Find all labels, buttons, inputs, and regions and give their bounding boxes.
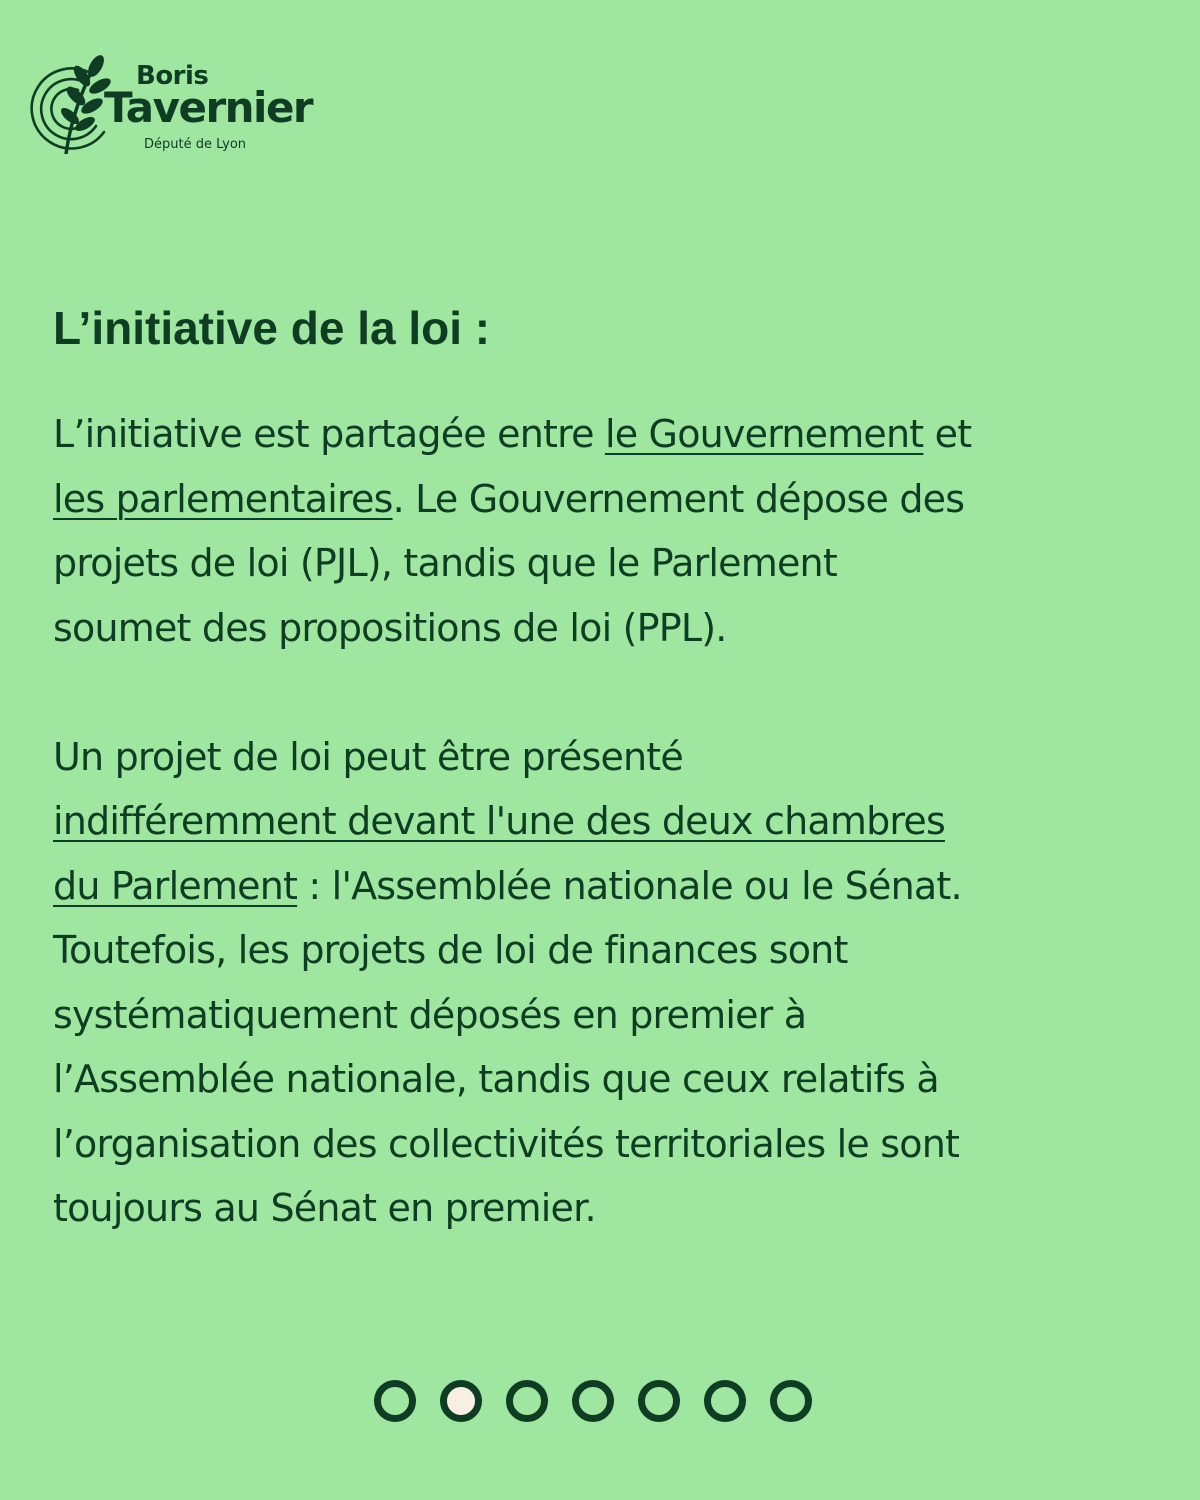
underlined-term-parlementaires: les parlementaires <box>53 476 393 521</box>
text-line: systématiquement déposés en premier à <box>53 992 807 1037</box>
pagination-dots <box>374 1380 812 1424</box>
body-text <box>53 402 1173 1241</box>
underlined-term-gouvernement: le Gouvernement <box>604 412 924 456</box>
text-line: l’Assemblée nationale, tandis que ceux relatifs à <box>53 1057 939 1101</box>
text-line: Toutefois, les projets de loi de finances sont <box>53 928 848 972</box>
text-fragment: et <box>923 412 972 456</box>
pagination-dot-active[interactable] <box>440 1380 482 1422</box>
pagination-dot[interactable] <box>770 1380 812 1422</box>
text-line: l’organisation des collectivités territoriales le sont <box>53 1121 960 1166</box>
text-line <box>53 854 1173 919</box>
brand-subtitle: Député de Lyon <box>144 137 247 152</box>
text-fragment: : l'Assemblée nationale ou le Sénat. <box>297 863 962 908</box>
text-line: toujours au Sénat en premier. <box>53 1186 596 1230</box>
pagination-dot[interactable] <box>704 1380 746 1422</box>
brand-logo <box>30 50 360 160</box>
underlined-term-chambres: indifféremment devant l'une des deux chambres <box>53 799 945 843</box>
brand-last-name: Tavernier <box>104 83 313 132</box>
brand-first-name: Boris <box>136 61 209 91</box>
pagination-dot[interactable] <box>374 1380 416 1422</box>
text-fragment: L’initiative est partagée entre <box>53 412 605 456</box>
paragraph-1 <box>53 402 1173 660</box>
text-line <box>53 467 1173 532</box>
section-title: L’initiative de la loi : <box>53 302 491 354</box>
underlined-term-parlement: du Parlement <box>53 863 298 908</box>
text-line <box>53 402 1173 467</box>
paragraph-gap <box>53 660 1173 725</box>
text-line: Un projet de loi peut être présenté <box>53 734 683 779</box>
pagination-dot[interactable] <box>506 1380 548 1422</box>
pagination-dot[interactable] <box>572 1380 614 1422</box>
text-fragment: . Le Gouvernement dépose des <box>392 476 965 521</box>
text-line: projets de loi (PJL), tandis que le Parlement <box>53 541 837 585</box>
paragraph-2 <box>53 725 1173 1241</box>
text-line <box>53 789 1173 854</box>
text-line: soumet des propositions de loi (PPL). <box>53 605 727 650</box>
pagination-dot[interactable] <box>638 1380 680 1422</box>
